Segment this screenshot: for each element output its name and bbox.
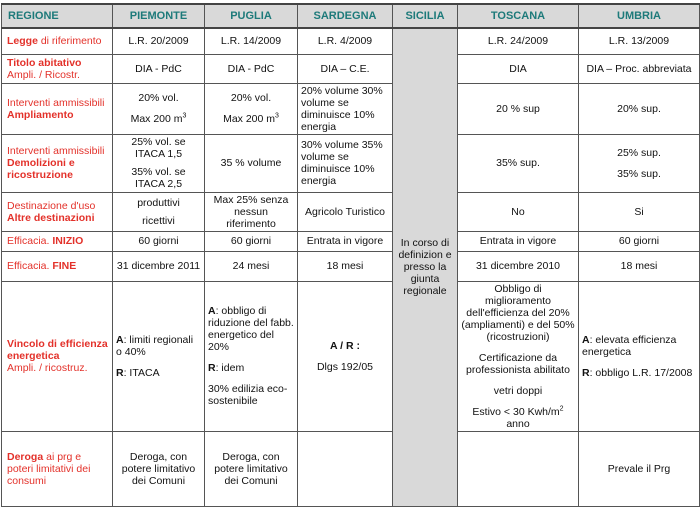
row-label-destinazione: Destinazione d'uso Altre destinazioni <box>2 192 113 231</box>
row-demolizioni <box>2 134 700 192</box>
cell-sardegna: DIA – C.E. <box>298 54 393 83</box>
row-label-legge: Legge di riferimento <box>2 28 113 54</box>
cell-umbria: 25% sup. 35% sup. <box>579 134 700 192</box>
header-piemonte: PIEMONTE <box>113 4 205 28</box>
cell-sardegna: 30% volume 35% volume se diminuisce 10% energia <box>298 134 393 192</box>
cell-puglia: A: obbligo di riduzione del fabb. energetico del 20% R: idem 30% edilizia eco-sostenibile <box>205 281 298 431</box>
cell-toscana: DIA <box>458 54 579 83</box>
row-label-deroga: Deroga ai prg e poteri limitativi dei consumi <box>2 431 113 506</box>
cell-toscana: 35% sup. <box>458 134 579 192</box>
cell-piemonte: 60 giorni <box>113 231 205 251</box>
cell-puglia: Deroga, con potere limitativo dei Comuni <box>205 431 298 506</box>
cell-toscana: L.R. 24/2009 <box>458 28 579 54</box>
cell-umbria: 60 giorni <box>579 231 700 251</box>
cell-umbria: DIA – Proc. abbreviata <box>579 54 700 83</box>
cell-umbria: 20% sup. <box>579 83 700 134</box>
row-label-inizio: Efficacia. INIZIO <box>2 231 113 251</box>
row-label-fine: Efficacia. FINE <box>2 251 113 281</box>
row-legge <box>2 28 700 54</box>
cell-sardegna: A / R : Dlgs 192/05 <box>298 281 393 431</box>
cell-piemonte: produttivi ricettivi <box>113 192 205 231</box>
header-puglia: PUGLIA <box>205 4 298 28</box>
regional-comparison-table <box>1 3 700 507</box>
cell-sardegna: Entrata in vigore <box>298 231 393 251</box>
row-destinazione <box>2 192 700 231</box>
cell-piemonte: A: limiti regionali o 40% R: ITACA <box>113 281 205 431</box>
cell-umbria: Si <box>579 192 700 231</box>
row-label-vincolo: Vincolo di efficienza energetica Ampli. / ricostruz. <box>2 281 113 431</box>
row-ampliamento <box>2 83 700 134</box>
row-vincolo <box>2 281 700 431</box>
cell-sardegna <box>298 431 393 506</box>
cell-piemonte: DIA - PdC <box>113 54 205 83</box>
cell-piemonte: 31 dicembre 2011 <box>113 251 205 281</box>
row-label-titolo: Titolo abitativo Ampli. / Ricostr. <box>2 54 113 83</box>
cell-sardegna: 20% volume 30% volume se diminuisce 10% energia <box>298 83 393 134</box>
cell-puglia: DIA - PdC <box>205 54 298 83</box>
cell-puglia: L.R. 14/2009 <box>205 28 298 54</box>
cell-puglia: Max 25% senza nessun riferimento <box>205 192 298 231</box>
header-regione: REGIONE <box>2 4 113 28</box>
cell-toscana: 20 % sup <box>458 83 579 134</box>
cell-toscana: Obbligo di miglioramento dell'efficienza del 20% (ampliamenti) e del 50% (ricostruzioni) Certificazione da professionista abilitato vetri doppi Estivo < 30 Kwh/$m^2$ anno <box>458 281 579 431</box>
cell-puglia: 60 giorni <box>205 231 298 251</box>
cell-toscana: Prevale il Prg <box>579 431 700 506</box>
header-row <box>2 4 700 28</box>
cell-toscana: 31 dicembre 2010 <box>458 251 579 281</box>
header-sardegna: SARDEGNA <box>298 4 393 28</box>
header-sicilia: SICILIA <box>393 4 458 28</box>
cell-piemonte: Deroga, con potere limitativo dei Comuni <box>113 431 205 506</box>
cell-umbria: L.R. 13/2009 <box>579 28 700 54</box>
cell-umbria: A: elevata efficienza energetica R: obbligo L.R. 17/2008 <box>579 281 700 431</box>
cell-puglia: 24 mesi <box>205 251 298 281</box>
cell-sardegna: Agricolo Turistico <box>298 192 393 231</box>
cell-puglia: 35 % volume <box>205 134 298 192</box>
row-fine <box>2 251 700 281</box>
cell-piemonte: 20% vol. Max 200 $m^3$ <box>113 83 205 134</box>
row-label-ampliamento: Interventi ammissibili Ampliamento <box>2 83 113 134</box>
row-deroga <box>2 431 700 506</box>
row-titolo <box>2 54 700 83</box>
cell-sicilia-note: In corso di definizion e presso la giunta regionale <box>393 28 458 506</box>
cell-toscana: Entrata in vigore <box>458 231 579 251</box>
row-inizio <box>2 231 700 251</box>
header-toscana: TOSCANA <box>458 4 579 28</box>
cell-toscana: No <box>458 192 579 231</box>
cell-sardegna: L.R. 4/2009 <box>298 28 393 54</box>
cell-piemonte: 25% vol. se ITACA 1,5 35% vol. se ITACA 2,5 <box>113 134 205 192</box>
header-umbria: UMBRIA <box>579 4 700 28</box>
row-label-demolizioni: Interventi ammissibili Demolizioni e ricostruzione <box>2 134 113 192</box>
cell-puglia: 20% vol. Max 200 $m^3$ <box>205 83 298 134</box>
cell-sicilia <box>458 431 579 506</box>
cell-umbria: 18 mesi <box>579 251 700 281</box>
cell-piemonte: L.R. 20/2009 <box>113 28 205 54</box>
cell-sardegna: 18 mesi <box>298 251 393 281</box>
